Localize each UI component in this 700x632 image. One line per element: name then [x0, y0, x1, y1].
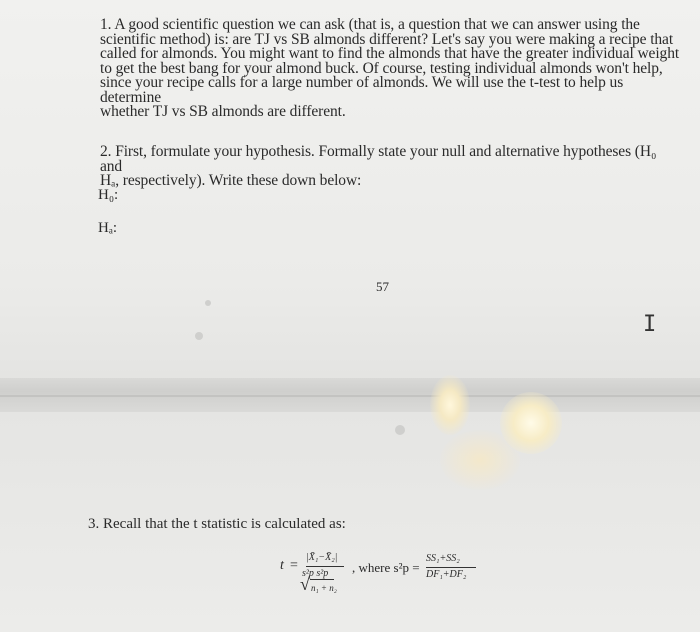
- q1-line: scientific method) is: are TJ vs SB almonds different? Let's say you were making a recipe that: [100, 30, 674, 48]
- formula-numerator: |X̄₁−X̄₂|: [306, 552, 338, 563]
- pooled-numerator: SS₁+SS₂: [426, 553, 460, 564]
- sqrt-bar: [310, 579, 334, 580]
- q2-line: Hₐ, respectively). Write these down below:: [100, 172, 362, 189]
- formula-denominator-top: s²p s²p: [302, 568, 329, 579]
- question-2-text: [100, 145, 680, 189]
- alternative-hypothesis-label: Hₐ:: [98, 220, 118, 236]
- paper-spot: [195, 332, 203, 340]
- text-cursor-icon: I: [643, 312, 657, 337]
- pooled-denominator: DF₁+DF₂: [426, 569, 467, 580]
- q1-line: to get the best bang for your almond buck. Of course, testing individual almonds won't help,: [100, 59, 663, 77]
- question-3-text: 3. Recall that the t statistic is calculated as:: [88, 516, 346, 532]
- fold-line: [0, 395, 700, 397]
- fraction-bar: [426, 567, 476, 568]
- q1-line: whether TJ vs SB almonds are different.: [100, 103, 346, 120]
- question-1-text: [100, 18, 680, 120]
- paper-spot: [205, 300, 211, 306]
- page-number: 57: [376, 279, 389, 294]
- light-glare: [440, 430, 520, 490]
- t-statistic-formula: [280, 552, 520, 612]
- light-glare: [430, 375, 470, 435]
- q1-line: called for almonds. You might want to find the almonds that have the greater individual weight: [100, 45, 680, 62]
- sqrt-icon: √: [300, 574, 310, 594]
- q1-line: since your recipe calls for a large number of almonds. We will use the t-test to help us determine: [100, 74, 624, 106]
- formula-equals: =: [290, 558, 298, 573]
- paper-spot: [395, 425, 405, 435]
- q2-line: 2. First, formulate your hypothesis. Formally state your null and alternative hypotheses (H₀ and: [100, 143, 657, 175]
- formula-denominator-bottom: n₁ + n₂: [311, 583, 337, 593]
- formula-t: t: [280, 558, 284, 573]
- formula-where: , where s²p =: [352, 560, 420, 575]
- fraction-bar: [306, 566, 344, 567]
- null-hypothesis-label: H₀:: [98, 187, 119, 203]
- q1-line: 1. A good scientific question we can ask (that is, a question that we can answer using the: [100, 16, 640, 33]
